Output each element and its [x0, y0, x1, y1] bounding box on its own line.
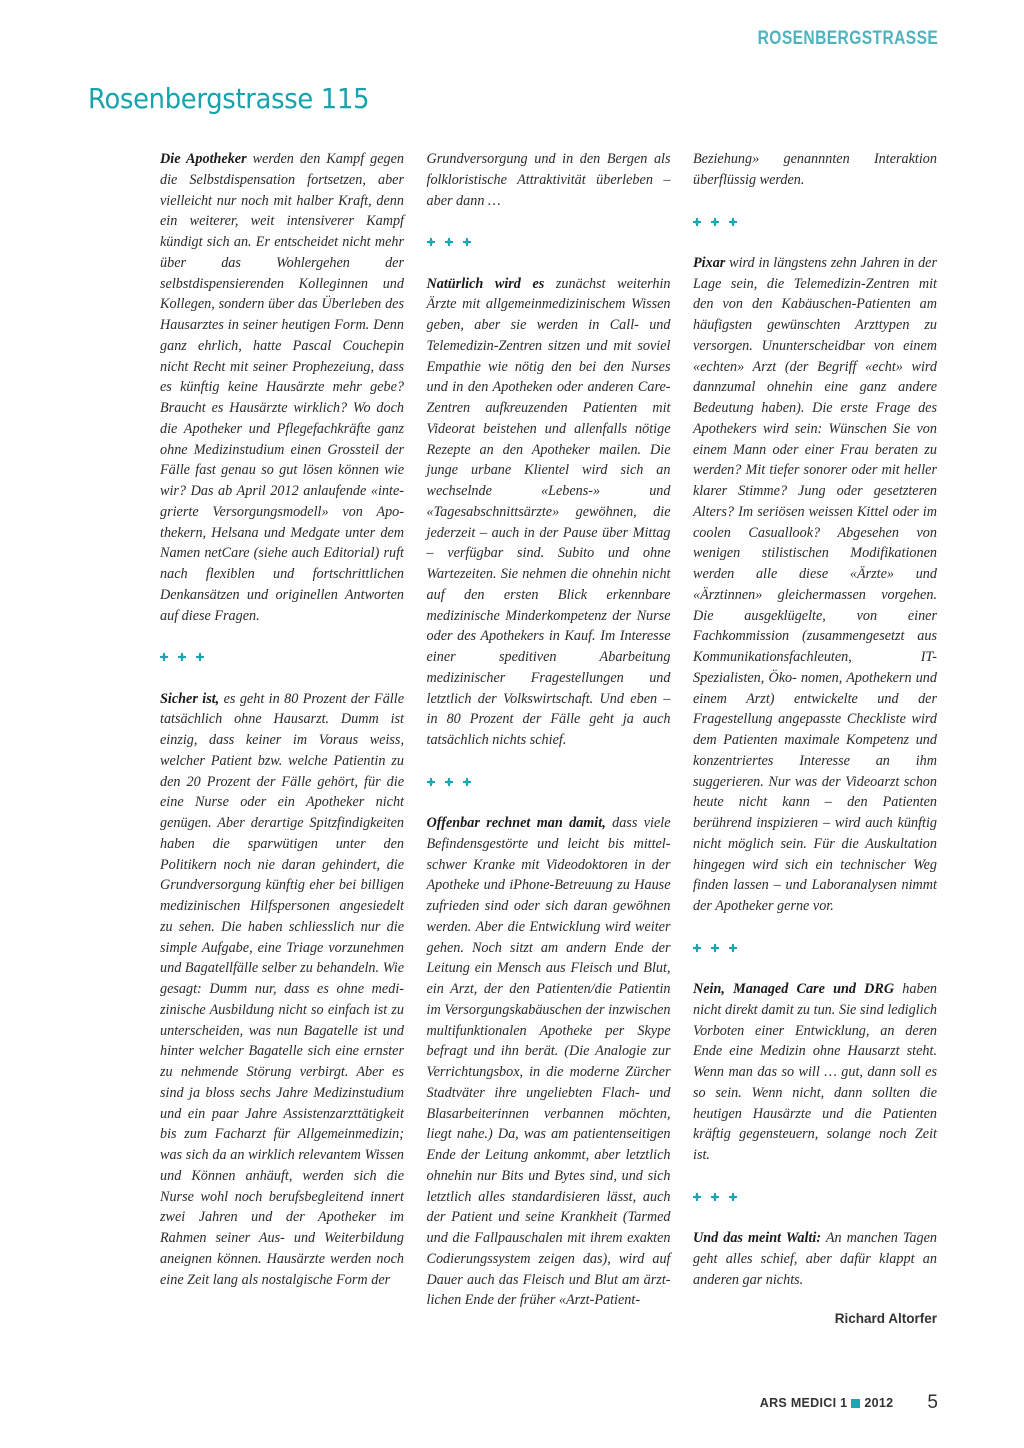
article-paragraph	[693, 1228, 937, 1290]
article-paragraph	[160, 149, 404, 626]
diamond-ornament-icon	[427, 238, 435, 246]
paragraph-text: wird in längstens zehn Jahren in der Lage sein, die Telemedizin-Zentren mit den von den Kabäuschen-Patienten am häufigsten gewünschten Arzttypen zu versorgen. Ununterscheidbar von einem «echten» Arzt (der Begriff «echt» wird dannzumal ohnehin eine ganz andere Bedeutung haben). Die erste Frage des Apothekers wird sein: Wünschen Sie von einem Mann oder einer Frau beraten zu werden? Mit tiefer sonorer oder mit heller klarer Stimme? Jung oder gesetzteren Alters? Im seriösen weissen Kittel oder im coolen Casuallook? Abgesehen von wenigen stilistischen Modifikationen werden alle diese «Ärzte» und «Ärztinnen» gleichermassen vorgehen. Die ausgeklügelte, von einer Fachkommission (zusammengesetzt aus Kommunikationsfachleuten, IT-Spezialisten, Öko- nomen, Apothekern und einem Arzt) entwickelte und der Fragestellung angepasste Checkliste wird dem Patienten maximale Kompetenz und konzentriertes Interesse an ihm suggerieren. Nur was der Videoarzt schon heute nicht kann – den Patienten berührend inspizieren – wird auch künftig nicht möglich sein. Für die Auskultation hingegen wird sich ein technischer Weg finden lassen – und Laboranalysen nimmt der Apotheker gerne vor.	[693, 254, 937, 914]
diamond-ornament-icon	[711, 218, 719, 226]
paragraph-lead-in: Sicher ist,	[160, 690, 220, 707]
diamond-ornament-icon	[711, 1193, 719, 1201]
page-title: Rosenbergstrasse 115	[88, 82, 370, 115]
magazine-issue	[760, 1396, 894, 1410]
section-divider-ornament	[427, 772, 671, 793]
article-paragraph	[427, 149, 671, 211]
paragraph-text: es geht in 80 Prozent der Fälle tatsächlich ohne Hausarzt. Dumm ist einzig, dass keiner im Voraus weiss, welcher Patient bzw. welche Patientin zu den 20 Prozent der Fälle gehört, für die eine Nurse oder ein Apotheker nicht genügen. Aber derartige Spitzfindigkeiten haben die sparwütigen unter den Politikern noch nie daran gehindert, die Grundversorgung künftig eher bei billigen medizinischen Hilfspersonen angesiedelt zu sehen. Die haben schliesslich nur die simple Aufgabe, eine Triage vorzunehmen und Bagatellfälle selber zu behandeln. Wie gesagt: Dumm nur, dass es ohne medizinische Ausbildung nicht so einfach ist zu unterscheiden, was nun Bagatelle ist und hinter welcher Bagatelle sich eine ernster zu nehmende Störung verbirgt. Aber es sind ja bloss sechs Jahre Medizinstudium und ein paar Jahre Assistenzarzttätigkeit bis zum Facharzt für Allgemeinmedizin; was sich da an wirklich relevantem Wissen und Können anhäuft, werden sich die Nurse wohl noch berufsbegleitend innert zwei Jahren und der Apotheker im Rahmen seiner Aus- und Weiterbildung aneignen können. Hausärzte werden noch eine Zeit lang als nostalgische Form der	[160, 690, 404, 1288]
paragraph-text: werden den Kampf gegen die Selbstdispensation fortsetzen, aber vielleicht nur noch mit halber Kraft, denn ein weiterer, weit intensiverer Kampf kündigt sich an. Er entscheidet nicht mehr über das Wohlergehen der selbstdispensierenden Kolleginnen und Kollegen, sondern über das Überleben des Hausarztes in seiner heutigen Form. Denn ganz ehrlich, hatte Pascal Couchepin nicht Recht mit seiner Prophezeiung, dass es künftig keine Hausärzte mehr gebe? Braucht es Hausärzte wirklich? Wo doch die Apotheker und Pflegefachkräfte ganz ohne Medizinstudium einen Grossteil der Fälle fast genau so gut lösen können wie wir? Das ab April 2012 anlaufende «integrierte Versorgungsmodell» von Apothekern, Helsana und Medgate unter dem Namen netCare (siehe auch Editorial) ruft nach flexiblen und fortschrittlichen Denkansätzen und originellen Antworten auf diese Fragen.	[160, 151, 405, 624]
paragraph-lead-in: Offenbar rechnet man damit,	[426, 815, 606, 831]
diamond-ornament-icon	[178, 653, 186, 661]
section-divider-ornament	[160, 647, 404, 668]
diamond-ornament-icon	[445, 778, 453, 786]
article-paragraph	[160, 689, 404, 1291]
section-divider-ornament	[427, 232, 671, 253]
diamond-ornament-icon	[711, 944, 719, 952]
diamond-ornament-icon	[693, 218, 701, 226]
section-divider-ornament	[693, 1187, 937, 1208]
diamond-ornament-icon	[729, 218, 737, 226]
diamond-ornament-icon	[160, 653, 168, 661]
issue-year: 2012	[864, 1396, 894, 1410]
paragraph-lead-in: Die Apotheker	[160, 151, 247, 167]
running-head: ROSENBERGSTRASSE	[757, 28, 938, 49]
diamond-ornament-icon	[729, 944, 737, 952]
section-divider-ornament	[693, 938, 937, 959]
diamond-ornament-icon	[729, 1193, 737, 1201]
article-paragraph	[693, 253, 937, 917]
magazine-name: ARS MEDICI 1	[759, 1396, 848, 1410]
paragraph-text: Grundversorgung und in den Bergen als folkloristische Attraktivität überleben – aber dann …	[426, 151, 671, 209]
column-2	[427, 149, 671, 1326]
column-3	[693, 149, 937, 1326]
article-paragraph	[427, 274, 671, 751]
diamond-ornament-icon	[196, 653, 204, 661]
author-byline: Richard Altorfer	[834, 1311, 937, 1326]
article-paragraph	[693, 979, 937, 1166]
page-number: 5	[927, 1392, 938, 1413]
paragraph-text: dass viele Befindensgestörte und leicht bis mittelschwer Kranke mit Videodoktoren in der Apotheke und iPhone-Betreuung zu Hause zufrieden sind oder sich daran gewöhnen werden. Aber die Entwicklung wird weiter gehen. Noch sitzt am andern Ende der Leitung ein Mensch aus Fleisch und Blut, ein Arzt, der den Patienten/die Patientin im Versorgungskabäuschen der inzwischen multifunktionalen Apotheke per Skype befragt und ihn berät. (Die Analogie zur Verrichtungsbox, in die moderne Zürcher Stadtväter ihre ungeliebten Flach- und Blasarbeiterinnen verbannen möchten, liegt nahe.) Da, was am patientenseitigen Ende der Leitung ankommt, aber letztlich ohnehin nur Bits und Bytes sind, und sich letztlich alles standardisieren lässt, auch der Patient und seine Krankheit (Tarmed und die Fallpauschalen mit ihrem exakten Codierungssystem zeigen das), wird auf Dauer auch das Fleisch und Blut am ärztlichen Ende der früher «Arzt-Patient-	[426, 815, 671, 1309]
article-paragraph	[693, 149, 937, 191]
paragraph-text: haben nicht direkt damit zu tun. Sie sind lediglich Vorboten einer Entwicklung, an deren Ende eine Medizin ohne Hausarzt steht. Wenn man das so will … gut, dann soll es so sein. Wenn nicht, dann sollten die heutigen Hausärzte und die Patienten kräftig gegensteuern, solange noch Zeit ist.	[693, 981, 937, 1163]
section-divider-ornament	[693, 211, 937, 232]
diamond-ornament-icon	[693, 1193, 701, 1201]
column-1	[160, 149, 404, 1326]
paragraph-lead-in: Pixar	[693, 254, 726, 271]
paragraph-lead-in: Und das meint Walti:	[693, 1230, 822, 1246]
paragraph-text: Beziehung» genannnten Interaktion überflüssig werden.	[693, 151, 937, 188]
diamond-ornament-icon	[463, 238, 471, 246]
diamond-ornament-icon	[463, 778, 471, 786]
paragraph-lead-in: Natürlich wird es	[426, 275, 545, 292]
diamond-ornament-icon	[693, 944, 701, 952]
diamond-ornament-icon	[445, 238, 453, 246]
paragraph-lead-in: Nein, Managed Care und DRG	[693, 981, 895, 997]
paragraph-text: An manchen Tagen geht alles schief, aber dafür klappt an anderen gar nichts.	[693, 1230, 938, 1288]
diamond-ornament-icon	[427, 778, 435, 786]
square-bullet-icon	[851, 1399, 860, 1408]
paragraph-text: zunächst weiterhin Ärzte mit allgemeinmedizinischem Wissen geben, aber sie werden in Call- und Telemedizin-Zentren sitzen und mit soviel Empathie wie nötig den bei den Nurses und in den Apotheken oder anderen Care-Zentren aufkreuzenden Patienten mit Videorat beistehen und allenfalls nötige Rezepte an den Apotheker mailen. Die junge urbane Klientel wird sich an wechselnde «Lebens-» und «Tagesabschnittsärzte» gewöhnen, die jederzeit – auch in der Pause über Mittag – verfügbar sind. Subito und ohne Wartezeiten. Sie nehmen die ohnehin nicht auf den ersten Blick erkennbare medizinische Minderkompetenz der Nurse oder des Apothekers in Kauf. Im Interesse einer speditiven Abarbeitung medizinischer Fragestellungen und letztlich der Volkswirtschaft. Und eben – in 80 Prozent der Fälle geht ja auch tatsächlich nichts schief.	[426, 275, 671, 748]
article-paragraph	[427, 813, 671, 1311]
page-footer	[760, 1392, 938, 1414]
article-body	[160, 149, 937, 1326]
